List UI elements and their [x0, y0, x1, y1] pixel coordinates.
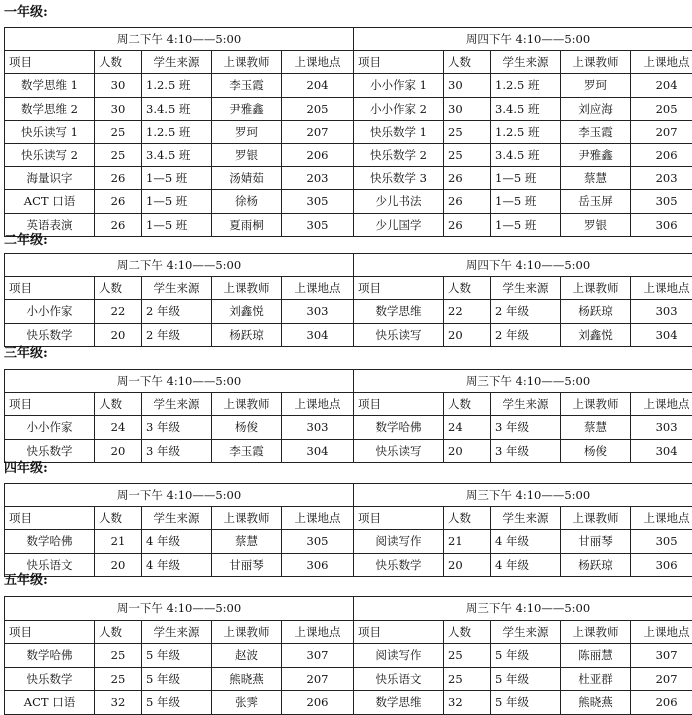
table-cell: 陈丽慧	[561, 644, 631, 668]
table-cell: 李玉霞	[212, 439, 282, 462]
table-row	[5, 416, 692, 439]
column-header: 学生来源	[142, 51, 212, 74]
table-cell: 数学哈佛	[5, 530, 95, 553]
table-cell: 快乐语文	[354, 667, 444, 691]
table-cell: 快乐读写	[354, 439, 444, 462]
table-cell: 205	[631, 97, 692, 120]
table-cell: 26	[95, 213, 142, 236]
schedule-table	[4, 253, 692, 347]
table-cell: 207	[631, 120, 692, 143]
column-header: 上课教师	[212, 507, 282, 530]
column-header: 人数	[95, 393, 142, 416]
table-row	[5, 667, 692, 691]
table-cell: 207	[631, 667, 692, 691]
grade-heading: 三年级:	[4, 345, 48, 363]
table-cell: 岳玉屏	[561, 190, 631, 213]
table-cell: 206	[282, 143, 354, 166]
table-cell: 尹雅鑫	[212, 97, 282, 120]
table-cell: 20	[444, 553, 491, 576]
schedule-table	[4, 483, 692, 577]
table-row	[5, 691, 692, 715]
table-cell: 蔡慧	[561, 167, 631, 190]
table-cell: 熊晓燕	[561, 691, 631, 715]
column-header: 项目	[354, 507, 444, 530]
table-cell: 25	[95, 644, 142, 668]
table-cell: 22	[444, 300, 491, 323]
column-header: 上课地点	[282, 51, 354, 74]
table-cell: 204	[282, 74, 354, 97]
grade-heading: 一年级:	[4, 4, 48, 22]
table-cell: 304	[282, 439, 354, 462]
table-cell: 杨跃琼	[561, 553, 631, 576]
table-cell: 2 年级	[491, 323, 561, 346]
column-header: 人数	[444, 620, 491, 644]
table-cell: 3.4.5 班	[491, 97, 561, 120]
table-cell: 20	[444, 323, 491, 346]
table-cell: 204	[631, 74, 692, 97]
table-cell: 数学哈佛	[354, 416, 444, 439]
column-header: 上课地点	[631, 393, 692, 416]
session-time-left: 周一下午 4:10——5:00	[5, 484, 354, 507]
table-cell: 赵波	[212, 644, 282, 668]
grade-heading: 二年级:	[4, 232, 48, 250]
table-cell: 数学哈佛	[5, 644, 95, 668]
table-cell: 3.4.5 班	[491, 143, 561, 166]
column-header: 上课地点	[282, 277, 354, 300]
table-cell: 数学思维 2	[5, 97, 95, 120]
table-row	[5, 74, 692, 97]
table-cell: 夏雨桐	[212, 213, 282, 236]
table-cell: 21	[444, 530, 491, 553]
table-cell: 22	[95, 300, 142, 323]
table-cell: ACT 口语	[5, 190, 95, 213]
table-cell: 30	[444, 97, 491, 120]
table-cell: 甘丽琴	[561, 530, 631, 553]
table-row	[5, 97, 692, 120]
table-cell: 2 年级	[491, 300, 561, 323]
table-row	[5, 143, 692, 166]
table-cell: 26	[95, 167, 142, 190]
session-time-left: 周一下午 4:10——5:00	[5, 597, 354, 621]
table-cell: 26	[444, 167, 491, 190]
table-cell: 3 年级	[491, 416, 561, 439]
table-cell: 杨跃琼	[561, 300, 631, 323]
table-cell: 20	[95, 553, 142, 576]
table-cell: 罗银	[561, 213, 631, 236]
column-header: 人数	[95, 620, 142, 644]
table-cell: 1—5 班	[142, 190, 212, 213]
table-row	[5, 120, 692, 143]
session-time-left: 周二下午 4:10——5:00	[5, 254, 354, 277]
table-cell: 207	[282, 120, 354, 143]
session-time-right: 周四下午 4:10——5:00	[354, 254, 692, 277]
table-cell: 1.2.5 班	[491, 120, 561, 143]
column-header: 人数	[95, 507, 142, 530]
table-cell: 20	[95, 439, 142, 462]
table-cell: 罗珂	[561, 74, 631, 97]
table-cell: 快乐数学 2	[354, 143, 444, 166]
column-header: 学生来源	[491, 393, 561, 416]
session-time-left: 周二下午 4:10——5:00	[5, 28, 354, 51]
table-cell: 李玉霞	[212, 74, 282, 97]
table-cell: 307	[282, 644, 354, 668]
table-cell: 小小作家	[5, 300, 95, 323]
table-cell: 刘鑫悦	[561, 323, 631, 346]
column-header: 人数	[444, 51, 491, 74]
table-cell: 25	[95, 120, 142, 143]
session-time-right: 周四下午 4:10——5:00	[354, 28, 692, 51]
column-header-row	[5, 507, 692, 530]
table-cell: 阅读写作	[354, 644, 444, 668]
table-cell: 尹雅鑫	[561, 143, 631, 166]
table-cell: 少儿国学	[354, 213, 444, 236]
grade-heading: 五年级:	[4, 572, 48, 590]
table-cell: 1—5 班	[491, 167, 561, 190]
session-time-right: 周三下午 4:10——5:00	[354, 484, 692, 507]
table-cell: 3.4.5 班	[142, 143, 212, 166]
table-cell: 306	[631, 553, 692, 576]
table-cell: 快乐数学	[354, 553, 444, 576]
table-cell: 1—5 班	[142, 213, 212, 236]
table-cell: 1—5 班	[491, 190, 561, 213]
table-cell: 30	[444, 74, 491, 97]
column-header: 人数	[95, 277, 142, 300]
table-row	[5, 190, 692, 213]
table-cell: 汤婧茹	[212, 167, 282, 190]
column-header: 项目	[5, 507, 95, 530]
column-header: 人数	[444, 393, 491, 416]
table-cell: 207	[282, 667, 354, 691]
table-cell: 26	[444, 213, 491, 236]
session-time-right: 周三下午 4:10——5:00	[354, 597, 692, 621]
column-header: 学生来源	[491, 51, 561, 74]
column-header-row	[5, 277, 692, 300]
table-cell: 甘丽琴	[212, 553, 282, 576]
table-cell: 熊晓燕	[212, 667, 282, 691]
schedule-table	[4, 27, 692, 237]
column-header: 上课教师	[561, 51, 631, 74]
column-header: 上课地点	[631, 507, 692, 530]
table-cell: 5 年级	[142, 644, 212, 668]
table-cell: 25	[95, 143, 142, 166]
table-cell: 30	[95, 97, 142, 120]
table-cell: 杨跃琼	[212, 323, 282, 346]
table-cell: 3 年级	[142, 416, 212, 439]
table-cell: 4 年级	[142, 530, 212, 553]
table-cell: 快乐数学	[5, 667, 95, 691]
table-row	[5, 300, 692, 323]
table-cell: 203	[282, 167, 354, 190]
column-header: 人数	[95, 51, 142, 74]
table-cell: 32	[95, 691, 142, 715]
table-cell: 数学思维	[354, 300, 444, 323]
table-cell: 304	[282, 323, 354, 346]
table-cell: 5 年级	[491, 691, 561, 715]
column-header: 上课教师	[212, 393, 282, 416]
table-cell: 蔡慧	[212, 530, 282, 553]
column-header-row	[5, 51, 692, 74]
session-row	[5, 28, 692, 51]
table-cell: 数学思维 1	[5, 74, 95, 97]
column-header: 上课教师	[212, 51, 282, 74]
table-cell: 快乐语文	[5, 553, 95, 576]
table-cell: 307	[631, 644, 692, 668]
table-cell: 徐杨	[212, 190, 282, 213]
column-header: 学生来源	[142, 393, 212, 416]
table-cell: 快乐数学 1	[354, 120, 444, 143]
table-cell: 32	[444, 691, 491, 715]
table-row	[5, 644, 692, 668]
table-cell: 2 年级	[142, 300, 212, 323]
table-cell: 25	[444, 143, 491, 166]
table-cell: 海量识字	[5, 167, 95, 190]
column-header: 人数	[444, 277, 491, 300]
table-cell: 快乐读写 2	[5, 143, 95, 166]
schedule-table	[4, 369, 692, 463]
table-cell: 罗银	[212, 143, 282, 166]
column-header: 项目	[5, 620, 95, 644]
table-cell: 25	[444, 120, 491, 143]
session-row	[5, 484, 692, 507]
column-header: 项目	[5, 277, 95, 300]
table-cell: 英语表演	[5, 213, 95, 236]
table-cell: 305	[631, 190, 692, 213]
table-cell: 3 年级	[142, 439, 212, 462]
table-cell: 305	[631, 530, 692, 553]
column-header: 上课地点	[282, 393, 354, 416]
column-header: 项目	[5, 51, 95, 74]
table-cell: 快乐读写	[354, 323, 444, 346]
column-header: 项目	[354, 620, 444, 644]
session-row	[5, 254, 692, 277]
table-cell: 5 年级	[142, 667, 212, 691]
column-header-row	[5, 620, 692, 644]
table-row	[5, 213, 692, 236]
table-cell: 205	[282, 97, 354, 120]
session-time-left: 周一下午 4:10——5:00	[5, 370, 354, 393]
table-cell: 快乐数学	[5, 323, 95, 346]
column-header: 上课地点	[282, 620, 354, 644]
session-time-right: 周三下午 4:10——5:00	[354, 370, 692, 393]
table-cell: 305	[282, 213, 354, 236]
table-cell: 5 年级	[491, 667, 561, 691]
column-header: 人数	[444, 507, 491, 530]
table-cell: 26	[444, 190, 491, 213]
table-cell: 快乐读写 1	[5, 120, 95, 143]
table-cell: 303	[282, 416, 354, 439]
column-header: 上课地点	[631, 620, 692, 644]
column-header: 项目	[354, 51, 444, 74]
table-cell: 杨俊	[212, 416, 282, 439]
table-cell: 蔡慧	[561, 416, 631, 439]
column-header: 项目	[354, 393, 444, 416]
table-cell: 5 年级	[142, 691, 212, 715]
table-cell: 1.2.5 班	[491, 74, 561, 97]
table-cell: 206	[631, 143, 692, 166]
column-header-row	[5, 393, 692, 416]
table-cell: 刘鑫悦	[212, 300, 282, 323]
table-cell: 快乐数学 3	[354, 167, 444, 190]
table-cell: 24	[95, 416, 142, 439]
table-cell: 1—5 班	[142, 167, 212, 190]
session-row	[5, 370, 692, 393]
table-cell: 小小作家 1	[354, 74, 444, 97]
table-cell: 20	[444, 439, 491, 462]
table-cell: 罗珂	[212, 120, 282, 143]
column-header: 上课地点	[282, 507, 354, 530]
grade-heading: 四年级:	[4, 460, 48, 478]
table-cell: 3 年级	[491, 439, 561, 462]
table-cell: 306	[631, 213, 692, 236]
column-header: 上课教师	[561, 277, 631, 300]
table-cell: 206	[631, 691, 692, 715]
table-cell: 阅读写作	[354, 530, 444, 553]
table-cell: 4 年级	[491, 530, 561, 553]
table-cell: 303	[282, 300, 354, 323]
table-cell: 303	[631, 300, 692, 323]
column-header: 上课教师	[561, 507, 631, 530]
table-cell: 小小作家	[5, 416, 95, 439]
table-cell: 数学思维	[354, 691, 444, 715]
session-row	[5, 597, 692, 621]
table-cell: 21	[95, 530, 142, 553]
table-cell: 304	[631, 439, 692, 462]
table-cell: 25	[444, 667, 491, 691]
table-cell: 306	[282, 553, 354, 576]
table-cell: 24	[444, 416, 491, 439]
table-row	[5, 530, 692, 553]
table-cell: 20	[95, 323, 142, 346]
table-cell: 1.2.5 班	[142, 74, 212, 97]
table-cell: 305	[282, 530, 354, 553]
table-cell: 206	[282, 691, 354, 715]
column-header: 上课地点	[631, 51, 692, 74]
column-header: 上课教师	[561, 620, 631, 644]
column-header: 学生来源	[142, 507, 212, 530]
table-cell: 刘应海	[561, 97, 631, 120]
table-cell: 李玉霞	[561, 120, 631, 143]
table-cell: 4 年级	[491, 553, 561, 576]
table-cell: 30	[95, 74, 142, 97]
table-cell: 1.2.5 班	[142, 120, 212, 143]
table-cell: 304	[631, 323, 692, 346]
table-row	[5, 439, 692, 462]
table-cell: 小小作家 2	[354, 97, 444, 120]
table-cell: 25	[444, 644, 491, 668]
column-header: 学生来源	[491, 507, 561, 530]
table-cell: 杨俊	[561, 439, 631, 462]
table-cell: 少儿书法	[354, 190, 444, 213]
table-cell: 快乐数学	[5, 439, 95, 462]
table-cell: 203	[631, 167, 692, 190]
column-header: 项目	[5, 393, 95, 416]
table-cell: 1—5 班	[491, 213, 561, 236]
table-cell: 305	[282, 190, 354, 213]
column-header: 上课教师	[561, 393, 631, 416]
column-header: 上课教师	[212, 277, 282, 300]
table-cell: 26	[95, 190, 142, 213]
column-header: 学生来源	[142, 277, 212, 300]
table-cell: 5 年级	[491, 644, 561, 668]
column-header: 学生来源	[491, 620, 561, 644]
table-row	[5, 167, 692, 190]
table-cell: 4 年级	[142, 553, 212, 576]
table-row	[5, 553, 692, 576]
table-cell: 张霁	[212, 691, 282, 715]
table-cell: 杜亚群	[561, 667, 631, 691]
table-cell: 303	[631, 416, 692, 439]
column-header: 学生来源	[142, 620, 212, 644]
column-header: 项目	[354, 277, 444, 300]
table-cell: 2 年级	[142, 323, 212, 346]
schedule-table	[4, 596, 692, 715]
table-row	[5, 323, 692, 346]
table-cell: ACT 口语	[5, 691, 95, 715]
table-cell: 25	[95, 667, 142, 691]
column-header: 上课地点	[631, 277, 692, 300]
column-header: 上课教师	[212, 620, 282, 644]
column-header: 学生来源	[491, 277, 561, 300]
table-cell: 3.4.5 班	[142, 97, 212, 120]
